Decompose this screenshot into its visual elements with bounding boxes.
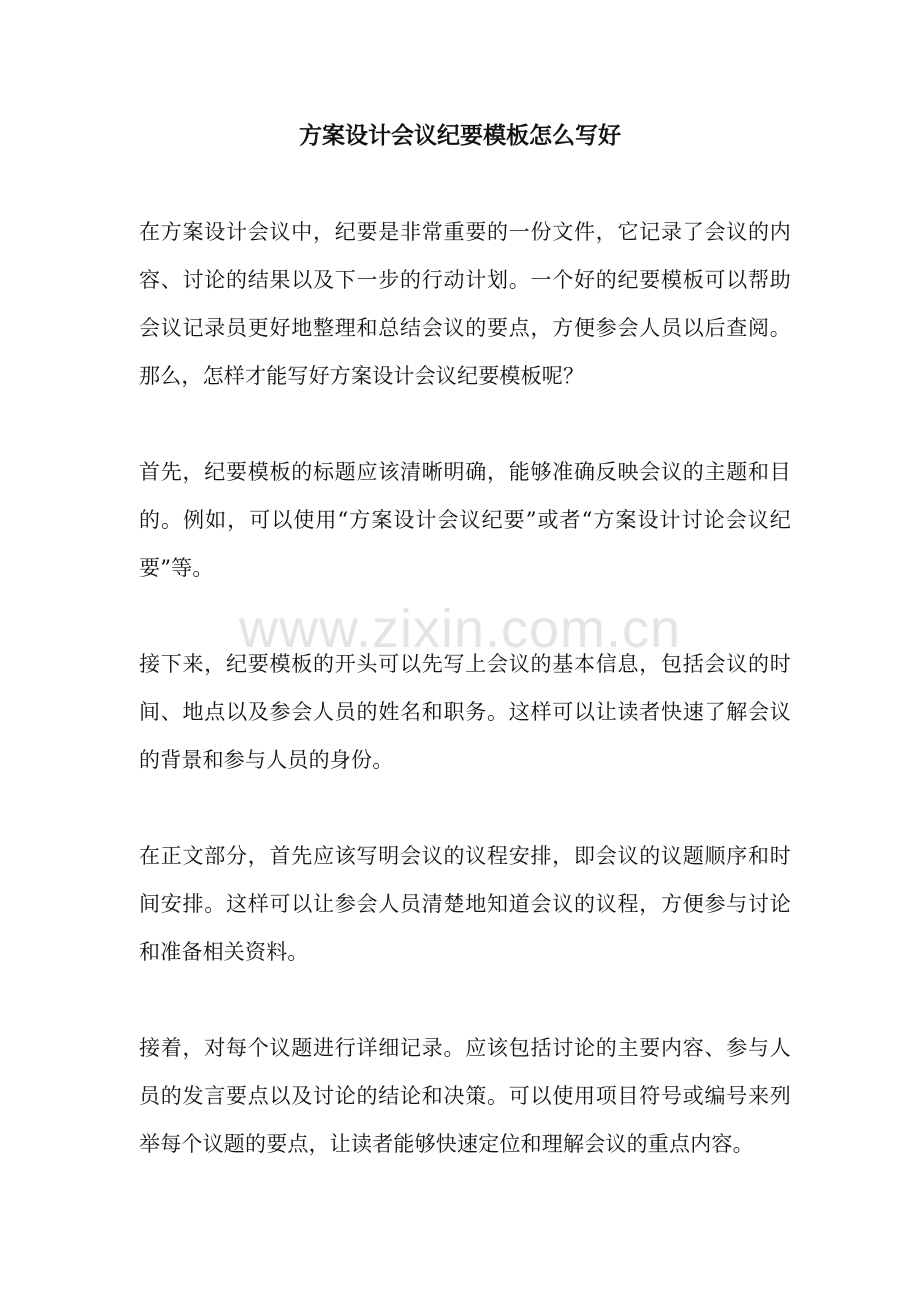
- paragraph-agenda: 在正文部分，首先应该写明会议的议程安排，即会议的议题顺序和时间安排。这样可以让参会人员清楚地知道会议的议程，方便参与讨论和准备相关资料。: [139, 844, 791, 964]
- watermark: www.zixin.com.cn: [238, 599, 682, 659]
- document-title: 方案设计会议纪要模板怎么写好: [299, 122, 621, 149]
- paragraph-opening-info: 接下来，纪要模板的开头可以先写上会议的基本信息，包括会议的时间、地点以及参会人员的姓名和职务。这样可以让读者快速了解会议的背景和参与人员的身份。: [139, 652, 791, 772]
- paragraph-intro: 在方案设计会议中，纪要是非常重要的一份文件，它记录了会议的内容、讨论的结果以及下一步的行动计划。一个好的纪要模板可以帮助会议记录员更好地整理和总结会议的要点，方便参会人员以后查阅。那么，怎样才能写好方案设计会议纪要模板呢？: [139, 220, 791, 388]
- paragraph-title-advice: 首先，纪要模板的标题应该清晰明确，能够准确反映会议的主题和目的。例如，可以使用“方案设计会议纪要”或者“方案设计讨论会议纪要”等。: [139, 460, 791, 580]
- paragraph-topic-records: 接着，对每个议题进行详细记录。应该包括讨论的主要内容、参与人员的发言要点以及讨论的结论和决策。可以使用项目符号或编号来列举每个议题的要点，让读者能够快速定位和理解会议的重点内容。: [139, 1036, 791, 1156]
